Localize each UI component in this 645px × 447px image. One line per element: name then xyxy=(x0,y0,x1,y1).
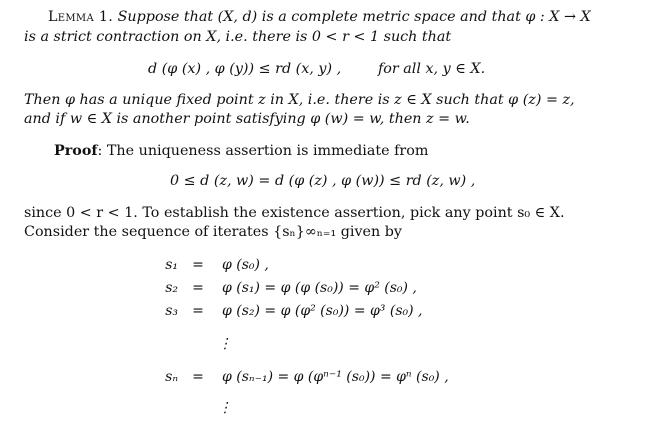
proof-line-3: Consider the sequence of iterates {sₙ}∞ₙ₌₁ given by xyxy=(24,224,402,240)
lemma-line-3: Then φ has a unique fixed point z in X, i.e. there is z ∈ X such that φ (z) = z, xyxy=(24,92,575,108)
iterate-rhs: φ (sₙ₋₁) = φ (φⁿ⁻¹ (s₀)) = φⁿ (s₀) , xyxy=(222,369,449,385)
lemma-line-2: is a strict contraction on X, i.e. there is 0 < r < 1 such that xyxy=(24,29,452,45)
iterate-lhs: sₙ xyxy=(165,369,178,385)
vertical-dots-1: ⋮ xyxy=(218,336,232,352)
lemma-line-4: and if w ∈ X is another point satisfying φ (w) = w, then z = w. xyxy=(24,111,470,127)
lemma-display-condition: for all x, y ∈ X. xyxy=(378,61,486,77)
iterate-lhs: s₂ xyxy=(165,280,178,296)
lemma-label: Lemma 1. xyxy=(48,9,114,25)
iterate-equals: = xyxy=(192,257,204,273)
proof-label: Proof xyxy=(54,143,98,159)
lemma-text: Suppose that (X, d) is a complete metric space and that φ : X → X xyxy=(117,9,591,25)
proof-display-equation: 0 ≤ d (z, w) = d (φ (z) , φ (w)) ≤ rd (z, w) , xyxy=(170,173,476,189)
iterate-lhs: s₃ xyxy=(165,303,178,319)
proof-line-1 xyxy=(54,142,428,160)
iterate-equals: = xyxy=(192,303,204,319)
iterate-equals: = xyxy=(192,280,204,296)
iterate-rhs: φ (s₀) , xyxy=(222,257,269,273)
vertical-dots-2: ⋮ xyxy=(218,400,232,416)
iterate-rhs: φ (s₂) = φ (φ² (s₀)) = φ³ (s₀) , xyxy=(222,303,423,319)
lemma-display-equation: d (φ (x) , φ (y)) ≤ rd (x, y) , xyxy=(148,61,342,77)
iterate-equals: = xyxy=(192,369,204,385)
proof-line-2: since 0 < r < 1. To establish the existence assertion, pick any point s₀ ∈ X. xyxy=(24,205,565,221)
lemma-line-1 xyxy=(48,8,591,26)
iterate-rhs: φ (s₁) = φ (φ (s₀)) = φ² (s₀) , xyxy=(222,280,417,296)
iterate-lhs: s₁ xyxy=(165,257,178,273)
proof-text: : The uniqueness assertion is immediate from xyxy=(97,143,429,159)
